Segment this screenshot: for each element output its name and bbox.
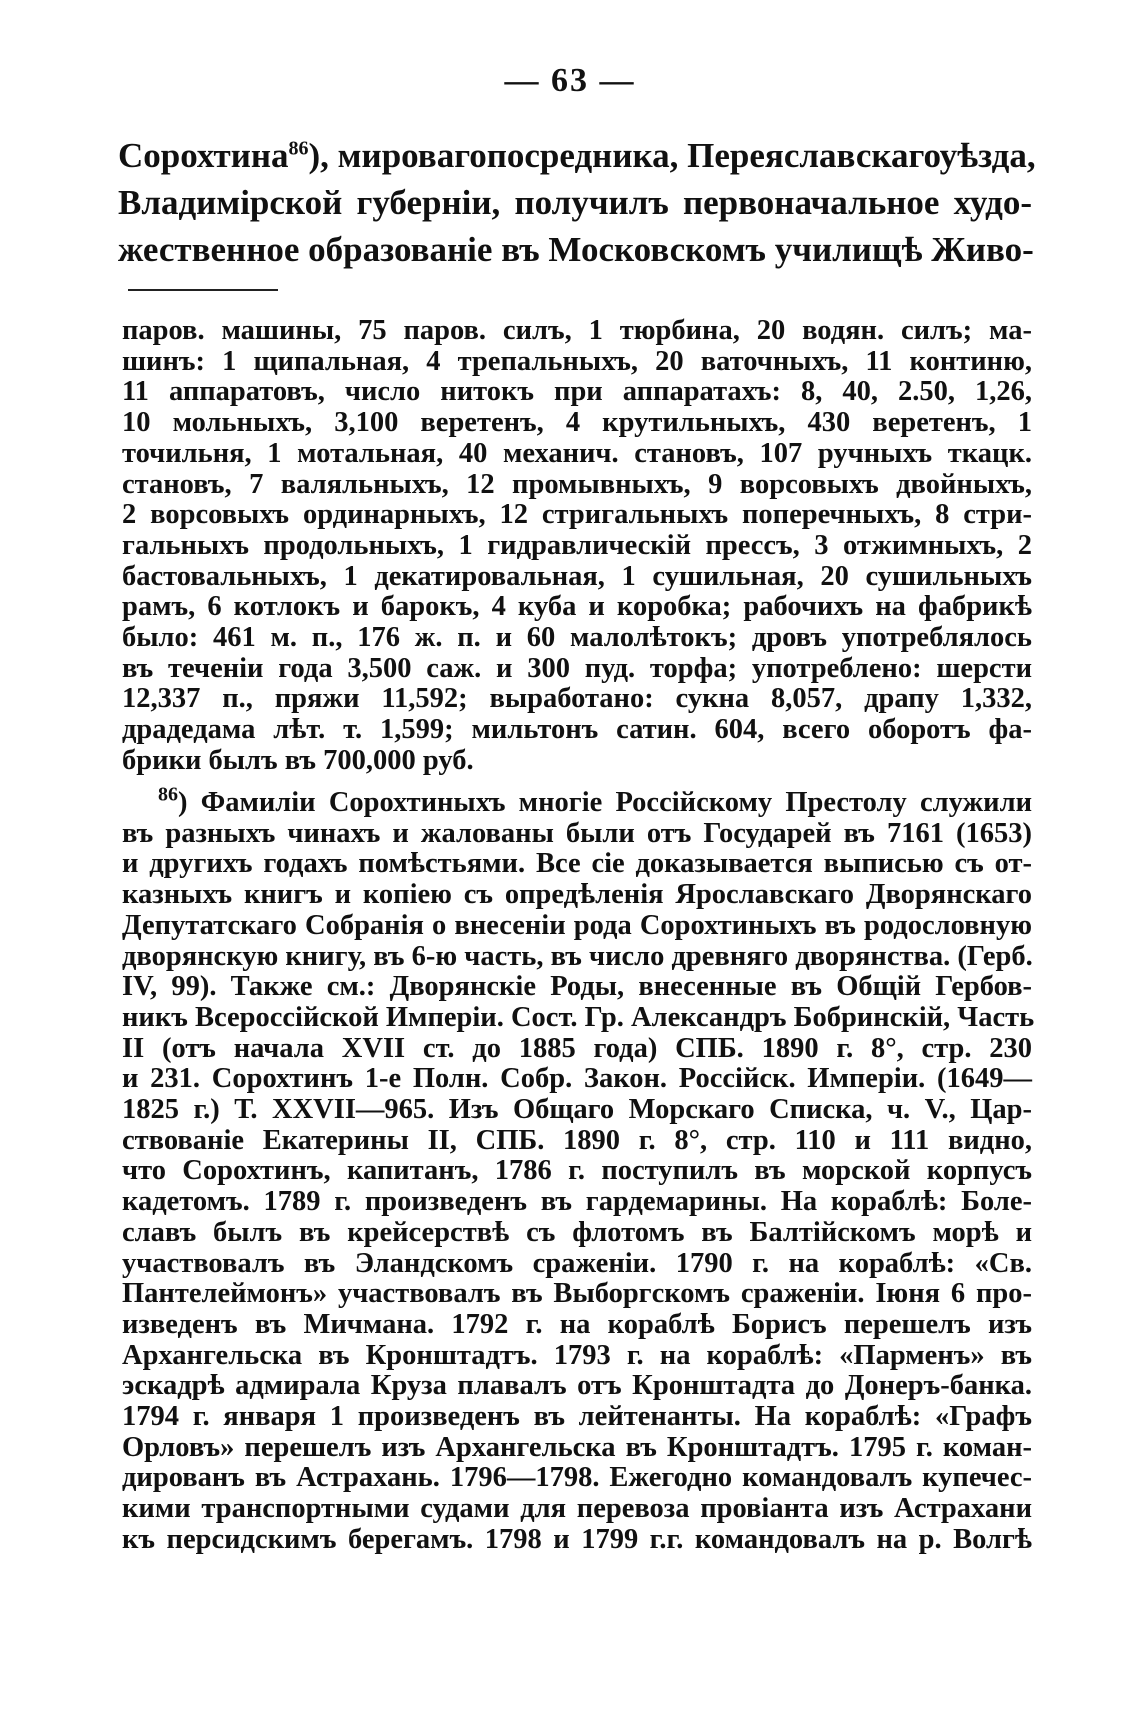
footnote-line: Депутатскаго Собранія о внесеніи рода Сорохтиныхъ въ родословную (122, 909, 1032, 941)
main-text (118, 132, 1036, 273)
main-line-3: жественное образованіе въ Московскомъ училищѣ Живо- (118, 230, 1034, 269)
footnote-line: кими транспортными судами для перевоза провіанта изъ Астрахани (122, 1493, 1032, 1525)
footnote-separator (128, 289, 278, 291)
footnote-continuation (122, 316, 1032, 777)
footnote-line: 11 аппаратовъ, число нитокъ при аппаратахъ: 8, 40, 2.50, 1,26, (122, 376, 1032, 408)
footnote-line: эскадрѣ адмирала Круза плавалъ отъ Кронштадта до Донеръ-банка. (122, 1370, 1032, 1402)
footnote-line: дированъ въ Астрахань. 1796—1798. Ежегодно командовалъ купечес- (122, 1462, 1032, 1494)
footnote-line: никъ Всероссійской Имперіи. Сост. Гр. Александръ Бобринскій, Часть (122, 1001, 1035, 1033)
footnote-line: было: 461 м. п., 176 ж. п. и 60 малолѣтокъ; дровъ употреблялось (122, 622, 1032, 654)
main-line-1: Сорохтина$^{86}$), мировагопосредника, Переяславскагоуѣзда, (118, 136, 1036, 175)
footnote-line: $^{86}$) Фамиліи Сорохтиныхъ многіе Россійскому Престолу служили (158, 783, 1032, 818)
footnote-line: IV, 99). Также см.: Дворянскіе Роды, внесенные въ Общій Гербов- (122, 971, 1032, 1003)
footnote-line: брики былъ въ 700,000 руб. (122, 744, 474, 776)
footnote-line: драдедама лѣт. т. 1,599; мильтонъ сатин. 604, всего оборотъ фа- (122, 714, 1032, 746)
footnote-line: участвовалъ въ Эландскомъ сраженіи. 1790 г. на кораблѣ: «Св. (122, 1247, 1032, 1279)
footnote-line: славъ былъ въ крейсерствѣ съ флотомъ въ Балтійскомъ морѣ и (122, 1216, 1032, 1248)
footnote-number: 86 (158, 783, 178, 806)
footnote-mark: 86 (288, 137, 309, 160)
footnote-line: II (отъ начала XVII ст. до 1885 года) СПБ. 1890 г. 8°, стр. 230 (122, 1032, 1032, 1064)
footnote-line: паров. машины, 75 паров. силъ, 1 тюрбина, 20 водян. силъ; ма- (122, 315, 1032, 346)
footnote-line: въ разныхъ чинахъ и жалованы были отъ Государей въ 7161 (1653) (122, 817, 1032, 849)
footnote-line: что Сорохтинъ, капитанъ, 1786 г. поступилъ въ морской корпусъ (122, 1155, 1032, 1187)
footnote-line: изведенъ въ Мичмана. 1792 г. на кораблѣ Борисъ перешелъ изъ (122, 1308, 1032, 1340)
footnote-line: 1794 г. января 1 произведенъ въ лейтенанты. На кораблѣ: «Графъ (122, 1401, 1032, 1433)
footnote-line: ствованіе Екатерины II, СПБ. 1890 г. 8°, стр. 110 и 111 видно, (122, 1124, 1032, 1156)
footnote-line: Архангельска въ Кронштадтъ. 1793 г. на кораблѣ: «Парменъ» въ (122, 1339, 1032, 1371)
footnote-line: становъ, 7 валяльныхъ, 12 промывныхъ, 9 ворсовыхъ двойныхъ, (122, 468, 1032, 500)
footnote-line: 2 ворсовыхъ ординарныхъ, 12 стригальныхъ поперечныхъ, 8 стри- (122, 499, 1032, 531)
page-number: — 63 — (504, 62, 636, 99)
footnote-line: точильня, 1 мотальная, 40 механич. становъ, 107 ручныхъ ткацк. (122, 437, 1032, 469)
footnote-86 (122, 783, 1035, 1556)
footnote-line: 10 мольныхъ, 3,100 веретенъ, 4 крутильныхъ, 430 веретенъ, 1 (122, 407, 1032, 439)
main-line-2: Владимірской губерніи, получилъ первоначальное худо- (118, 183, 1032, 222)
footnote-line: кадетомъ. 1789 г. произведенъ въ гардемарины. На кораблѣ: Боле- (122, 1186, 1032, 1218)
footnote-line: къ персидскимъ берегамъ. 1798 и 1799 г.г. командовалъ на р. Волгѣ (122, 1523, 1032, 1555)
footnote-line: Пантелеймонъ» участвовалъ въ Выборгскомъ сраженіи. Іюня 6 про- (122, 1278, 1032, 1310)
footnote-line: шинъ: 1 щипальная, 4 трепальныхъ, 20 ваточныхъ, 11 континю, (122, 345, 1032, 377)
footnote-line: въ теченіи года 3,500 саж. и 300 пуд. торфа; употреблено: шерсти (122, 652, 1032, 684)
footnote-line: гальныхъ продольныхъ, 1 гидравлическій прессъ, 3 отжимныхъ, 2 (122, 529, 1032, 561)
footnote-line: бастовальныхъ, 1 декатировальная, 1 сушильная, 20 сушильныхъ (122, 560, 1032, 592)
footnote-line: дворянскую книгу, въ 6-ю часть, въ число древняго дворянства. (Герб. (122, 940, 1033, 972)
footnote-line: Орловъ» перешелъ изъ Архангельска въ Кронштадтъ. 1795 г. коман- (122, 1431, 1032, 1463)
footnote-line: и 231. Сорохтинъ 1-е Полн. Собр. Закон. Россійск. Имперіи. (1649— (122, 1063, 1032, 1095)
footnote-line: и другихъ годахъ помѣстьями. Все сіе доказывается выписью съ от- (122, 848, 1032, 880)
footnote-line: 1825 г.) Т. XXVII—965. Изъ Общаго Морскаго Списка, ч. V., Цар- (122, 1094, 1032, 1126)
footnote-line: рамъ, 6 котлокъ и барокъ, 4 куба и коробка; рабочихъ на фабрикѣ (122, 591, 1032, 623)
footnote-line: казныхъ книгъ и копіею съ опредѣленія Ярославскаго Дворянскаго (122, 879, 1032, 911)
footnote-line: 12,337 п., пряжи 11,592; выработано: сукна 8,057, драпу 1,332, (122, 683, 1032, 715)
